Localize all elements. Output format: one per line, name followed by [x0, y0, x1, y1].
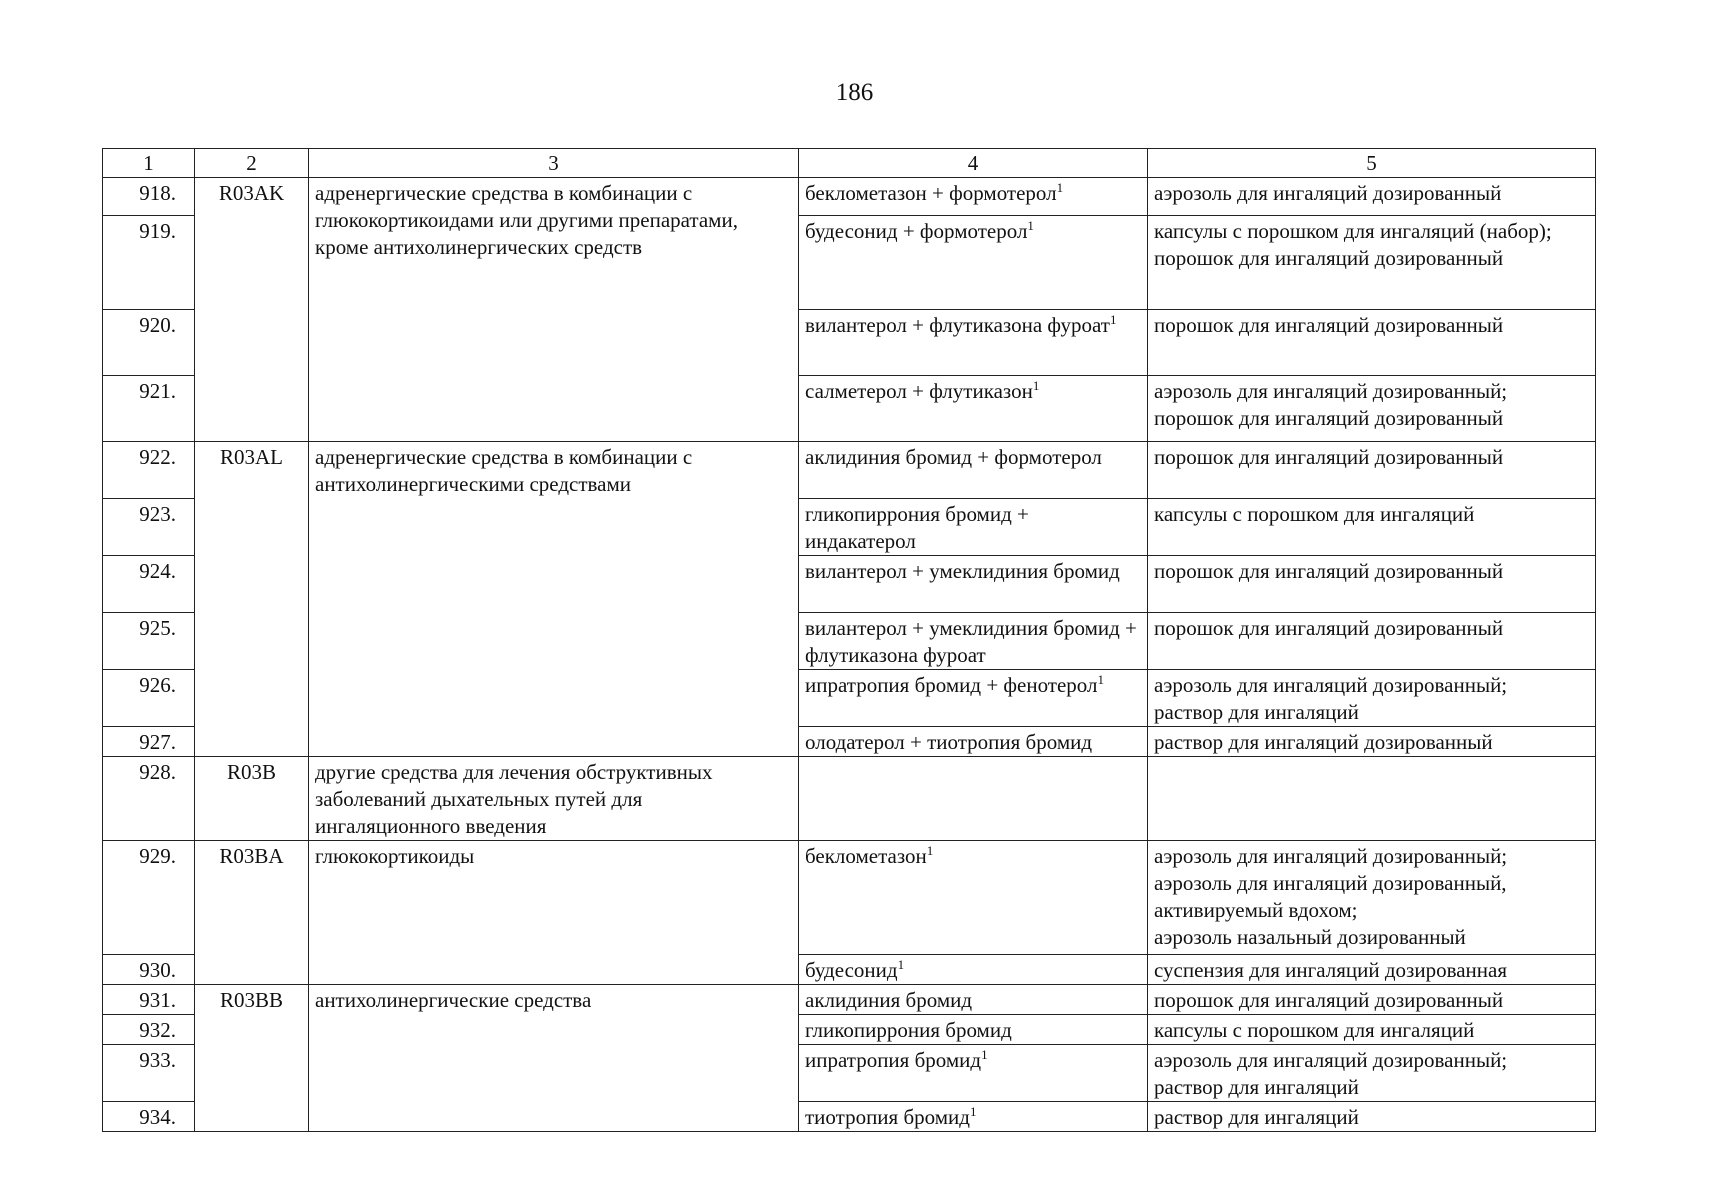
drug-label: беклометазон + формотерол [805, 181, 1057, 205]
row-number: 924. [103, 556, 195, 613]
dosage-forms [1148, 376, 1596, 442]
row-number: 926. [103, 670, 195, 727]
atc-code: R03AK [195, 178, 309, 442]
dosage-form: раствор для ингаляций [1154, 1105, 1359, 1129]
dosage-form: аэрозоль для ингаляций дозированный; [1154, 1048, 1508, 1072]
drug-label: беклометазон [805, 844, 927, 868]
dosage-form: аэрозоль для ингаляций дозированный; [1154, 379, 1508, 403]
drug-name [799, 310, 1148, 376]
page-number: 186 [835, 79, 874, 106]
drug-name [799, 727, 1148, 757]
atc-code: R03AL [195, 442, 309, 757]
drug-label: аклидиния бромид [805, 988, 973, 1012]
atc-code: R03BA [195, 841, 309, 985]
drug-label: будесонид [805, 958, 898, 982]
drug-name [799, 499, 1148, 556]
group-name: глюкокортикоиды [309, 841, 799, 985]
drug-name [799, 670, 1148, 727]
dosage-form: раствор для ингаляций [1154, 1075, 1359, 1099]
drug-label: тиотропия бромид [805, 1105, 970, 1129]
drug-label: гликопиррония бромид [805, 1018, 1012, 1042]
drug-label: гликопиррония бромид + индакатерол [805, 502, 1029, 553]
drug-name [799, 985, 1148, 1015]
footnote-mark: 1 [981, 1047, 988, 1062]
drug-label: вилантерол + умеклидиния бромид [805, 559, 1120, 583]
footnote-mark: 1 [1032, 378, 1040, 393]
dosage-form: капсулы с порошком для ингаляций [1154, 1018, 1475, 1042]
dosage-form: порошок для ингаляций дозированный [1154, 445, 1504, 469]
footnote-mark: 1 [926, 843, 934, 858]
group-name: другие средства для лечения обструктивных заболеваний дыхательных путей для ингаляционного введения [309, 757, 799, 841]
group-name: антихолинергические средства [309, 985, 799, 1132]
table-row [103, 442, 1596, 499]
table-row [103, 757, 1596, 841]
row-number: 928. [103, 757, 195, 841]
header-col-4: 4 [799, 149, 1148, 178]
dosage-forms [1148, 670, 1596, 727]
drug-name [799, 216, 1148, 310]
footnote-mark: 1 [969, 1104, 977, 1119]
table-row [103, 178, 1596, 216]
drug-name [799, 178, 1148, 216]
drug-label: будесонид + формотерол [805, 219, 1028, 243]
drug-name [799, 1045, 1148, 1102]
dosage-form: аэрозоль для ингаляций дозированный; [1154, 844, 1508, 868]
header-col-1: 1 [103, 149, 195, 178]
row-number: 934. [103, 1102, 195, 1132]
dosage-forms [1148, 442, 1596, 499]
drug-label: олодатерол + тиотропия бромид [805, 730, 1093, 754]
dosage-form: капсулы с порошком для ингаляций (набор); [1154, 219, 1552, 243]
dosage-form: порошок для ингаляций дозированный [1154, 988, 1504, 1012]
dosage-form: капсулы с порошком для ингаляций [1154, 502, 1475, 526]
header-col-3: 3 [309, 149, 799, 178]
header-col-5: 5 [1148, 149, 1596, 178]
dosage-forms [1148, 1045, 1596, 1102]
dosage-forms [1148, 178, 1596, 216]
row-number: 932. [103, 1015, 195, 1045]
row-number: 925. [103, 613, 195, 670]
dosage-form: раствор для ингаляций [1154, 700, 1359, 724]
row-number: 930. [103, 955, 195, 985]
footnote-mark: 1 [1027, 218, 1034, 233]
drug-name [799, 955, 1148, 985]
dosage-forms [1148, 216, 1596, 310]
drug-name [799, 1102, 1148, 1132]
atc-code: R03BB [195, 985, 309, 1132]
dosage-forms [1148, 613, 1596, 670]
dosage-form: порошок для ингаляций дозированный [1154, 616, 1504, 640]
dosage-form: аэрозоль для ингаляций дозированный, активируемый вдохом; [1154, 871, 1507, 922]
drug-name [799, 442, 1148, 499]
drug-label: аклидиния бромид + формотерол [805, 445, 1102, 469]
row-number: 922. [103, 442, 195, 499]
dosage-forms [1148, 310, 1596, 376]
drug-label: ипратропия бромид [805, 1048, 982, 1072]
dosage-forms [1148, 955, 1596, 985]
dosage-forms [1148, 757, 1596, 841]
header-col-2: 2 [195, 149, 309, 178]
dosage-forms [1148, 841, 1596, 955]
row-number: 927. [103, 727, 195, 757]
drug-name [799, 841, 1148, 955]
dosage-form: раствор для ингаляций дозированный [1154, 730, 1493, 754]
row-number: 933. [103, 1045, 195, 1102]
dosage-forms [1148, 1015, 1596, 1045]
drug-label: вилантерол + умеклидиния бромид + флутиказона фуроат [805, 616, 1137, 667]
drug-name [799, 757, 1148, 841]
drug-label: вилантерол + флутиказона фуроат [805, 313, 1110, 337]
header-row [103, 149, 1596, 178]
dosage-form: аэрозоль для ингаляций дозированный; [1154, 673, 1508, 697]
dosage-forms [1148, 499, 1596, 556]
dosage-forms [1148, 727, 1596, 757]
table-row [103, 985, 1596, 1015]
group-name: адренергические средства в комбинации с антихолинергическими средствами [309, 442, 799, 757]
dosage-form: порошок для ингаляций дозированный [1154, 406, 1504, 430]
row-number: 920. [103, 310, 195, 376]
atc-code: R03B [195, 757, 309, 841]
row-number: 931. [103, 985, 195, 1015]
drug-label: салметерол + флутиказон [805, 379, 1033, 403]
dosage-form: порошок для ингаляций дозированный [1154, 313, 1504, 337]
dosage-forms [1148, 1102, 1596, 1132]
drug-name [799, 613, 1148, 670]
drug-label: ипратропия бромид + фенотерол [805, 673, 1098, 697]
dosage-form: аэрозоль назальный дозированный [1154, 925, 1466, 949]
drug-name [799, 376, 1148, 442]
footnote-mark: 1 [1097, 672, 1105, 687]
row-number: 929. [103, 841, 195, 955]
dosage-form: порошок для ингаляций дозированный [1154, 559, 1504, 583]
row-number: 921. [103, 376, 195, 442]
table-row [103, 841, 1596, 955]
group-name: адренергические средства в комбинации с глюкокортикоидами или другими препаратами, кроме антихолинергических средств [309, 178, 799, 442]
footnote-mark: 1 [1109, 312, 1117, 327]
dosage-form: суспензия для ингаляций дозированная [1154, 958, 1508, 982]
footnote-mark: 1 [1056, 180, 1064, 195]
drug-table [102, 148, 1596, 1132]
dosage-forms [1148, 556, 1596, 613]
dosage-form: порошок для ингаляций дозированный [1154, 246, 1504, 270]
drug-name [799, 556, 1148, 613]
dosage-form: аэрозоль для ингаляций дозированный [1154, 181, 1502, 205]
row-number: 923. [103, 499, 195, 556]
row-number: 919. [103, 216, 195, 310]
drug-name [799, 1015, 1148, 1045]
row-number: 918. [103, 178, 195, 216]
footnote-mark: 1 [897, 957, 905, 972]
dosage-forms [1148, 985, 1596, 1015]
